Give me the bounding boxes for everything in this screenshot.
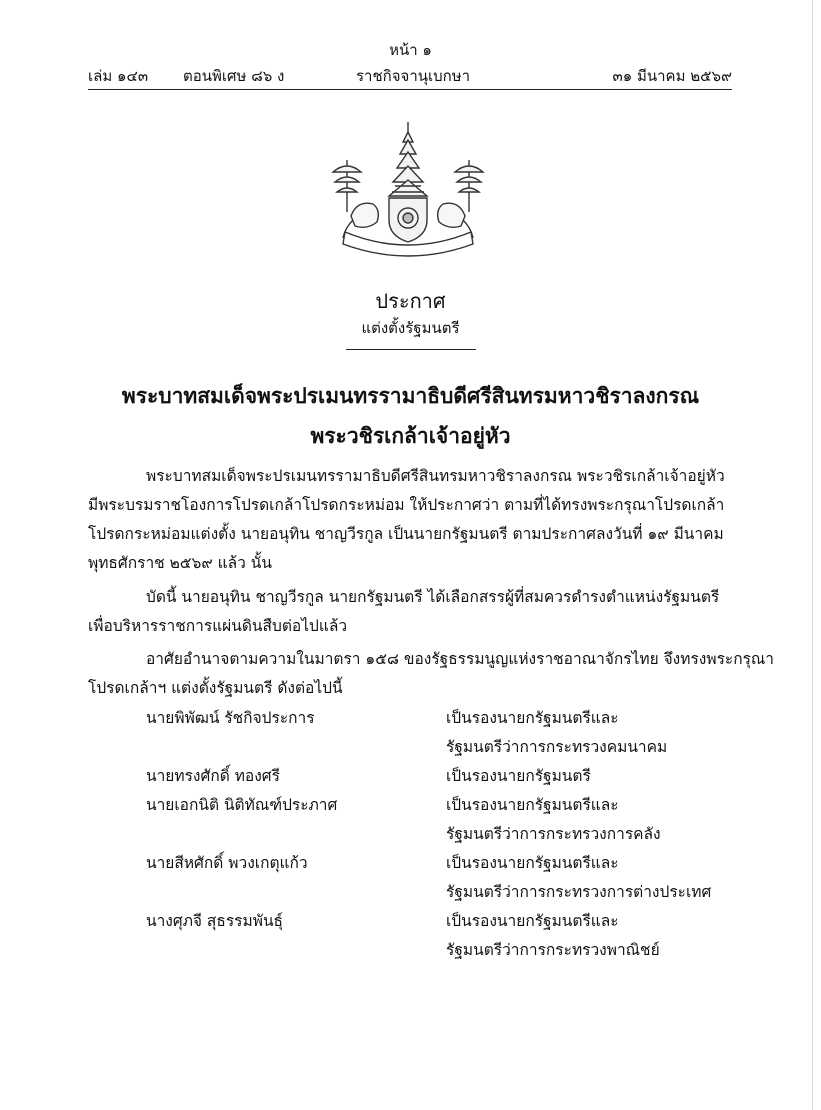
header-divider <box>88 89 732 90</box>
appointee-position: เป็นรองนายกรัฐมนตรี <box>446 767 591 785</box>
appointee-name: นายทรงศักดิ์ ทองศรี <box>146 767 280 785</box>
appointee-position: เป็นรองนายกรัฐมนตรีและ <box>446 912 619 930</box>
gazette-name: ราชกิจจานุเบกษา <box>356 67 471 85</box>
paragraph-1-line: มีพระบรมราชโองการโปรดเกล้าโปรดกระหม่อม ให้ประกาศว่า ตามที่ได้ทรงพระกรุณาโปรดเกล้า <box>88 496 725 514</box>
appointee-position: รัฐมนตรีว่าการกระทรวงการคลัง <box>446 825 661 843</box>
paragraph-3-line: อาศัยอำนาจตามความในมาตรา ๑๕๘ ของรัฐธรรมนูญแห่งราชอาณาจักรไทย จึงทรงพระกรุณา <box>146 650 775 668</box>
page-edge-divider <box>812 0 813 1110</box>
appointee-position: เป็นรองนายกรัฐมนตรีและ <box>446 796 619 814</box>
paragraph-1-line: พุทธศักราช ๒๕๖๙ แล้ว นั้น <box>88 554 272 572</box>
paragraph-1-line: โปรดกระหม่อมแต่งตั้ง นายอนุทิน ชาญวีรกูล เป็นนายกรัฐมนตรี ตามประกาศลงวันที่ ๑๙ มีนาคม <box>88 525 724 543</box>
garuda-royal-emblem-icon <box>323 120 493 260</box>
appointee-name: นายพิพัฒน์ รัชกิจประการ <box>146 709 315 727</box>
title-divider <box>346 349 476 350</box>
announcement-title: ประกาศ <box>375 289 446 313</box>
appointee-position: รัฐมนตรีว่าการกระทรวงการต่างประเทศ <box>446 883 712 901</box>
announcement-subtitle: แต่งตั้งรัฐมนตรี <box>361 319 460 337</box>
gazette-header <box>88 64 732 88</box>
paragraph-3-line: โปรดเกล้าฯ แต่งตั้งรัฐมนตรี ดังต่อไปนี้ <box>88 679 343 697</box>
king-name-line-2: พระวชิรเกล้าเจ้าอยู่หัว <box>310 424 511 448</box>
appointee-position: รัฐมนตรีว่าการกระทรวงพาณิชย์ <box>446 941 660 959</box>
volume-label: เล่ม ๑๔๓ <box>88 67 149 85</box>
king-name-line-1: พระบาทสมเด็จพระปรเมนทรรามาธิบดีศรีสินทรมหาวชิราลงกรณ <box>121 384 700 408</box>
appointee-position: เป็นรองนายกรัฐมนตรีและ <box>446 854 619 872</box>
publication-date: ๓๑ มีนาคม ๒๕๖๙ <box>612 67 732 85</box>
paragraph-2-line: เพื่อบริหารราชการแผ่นดินสืบต่อไปแล้ว <box>88 617 348 635</box>
paragraph-1-line: พระบาทสมเด็จพระปรเมนทรรามาธิบดีศรีสินทรมหาวชิราลงกรณ พระวชิรเกล้าเจ้าอยู่หัว <box>146 467 725 485</box>
appointee-name: นายเอกนิติ นิติทัณฑ์ประภาศ <box>146 796 338 814</box>
page-number: หน้า ๑ <box>389 41 432 59</box>
appointee-position: รัฐมนตรีว่าการกระทรวงคมนาคม <box>446 738 668 756</box>
appointee-name: นางศุภจี สุธรรมพันธุ์ <box>146 912 283 930</box>
appointee-name: นายสีหศักดิ์ พวงเกตุแก้ว <box>146 854 308 872</box>
appointee-position: เป็นรองนายกรัฐมนตรีและ <box>446 709 619 727</box>
paragraph-2-line: บัดนี้ นายอนุทิน ชาญวีรกูล นายกรัฐมนตรี ได้เลือกสรรผู้ที่สมควรดำรงตำแหน่งรัฐมนตรี <box>146 588 720 606</box>
section-label: ตอนพิเศษ ๘๖ ง <box>183 67 285 85</box>
